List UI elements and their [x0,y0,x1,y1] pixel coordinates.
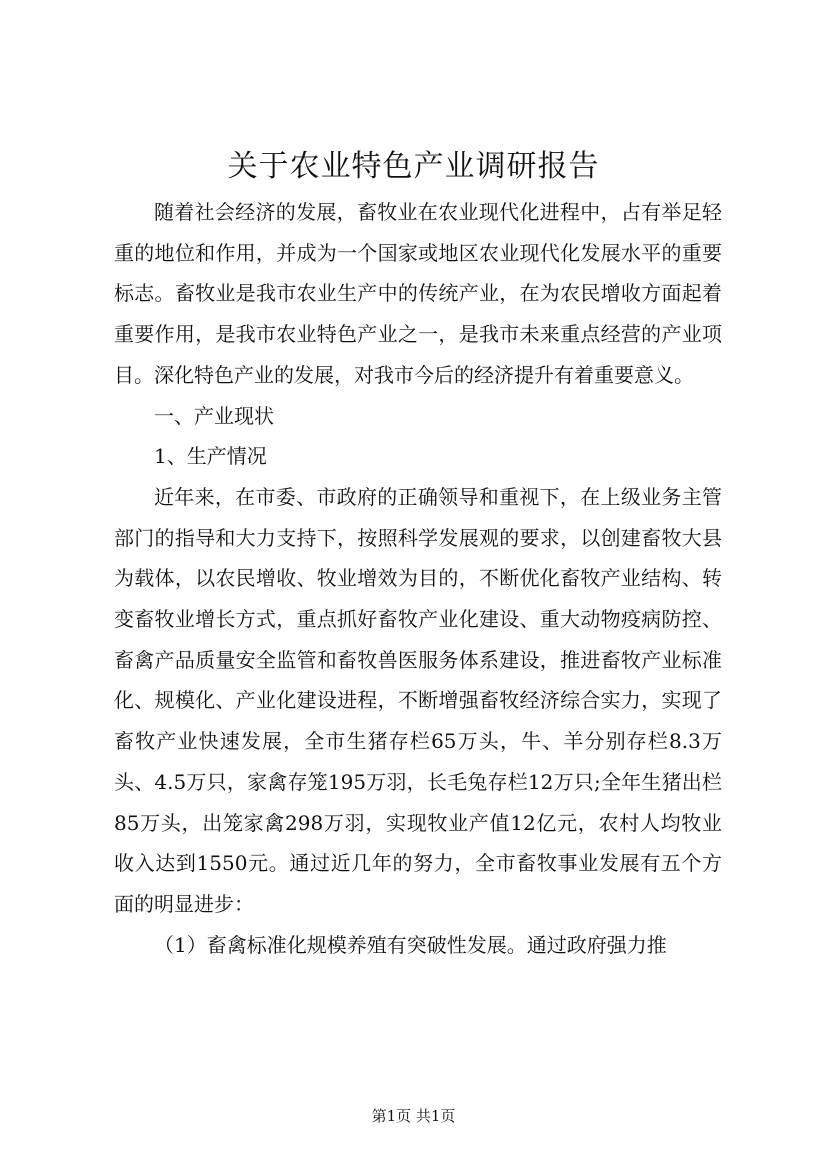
document-body [114,192,722,965]
intro-paragraph: 随着社会经济的发展，畜牧业在农业现代化进程中，占有举足轻重的地位和作用，并成为一个国家或地区农业现代化发展水平的重要标志。畜牧业是我市农业生产中的传统产业，在为农民增收方面起着重要作用，是我市农业特色产业之一，是我市未来重点经营的产业项目。深化特色产业的发展，对我市今后的经济提升有着重要意义。 [114,200,722,387]
page-footer: 第1页 共1页 [371,1107,456,1125]
point-1-paragraph: （1）畜禽标准化规模养殖有突破性发展。通过政府强力推 [154,932,667,957]
document-title: 关于农业特色产业调研报告 [227,149,600,184]
production-paragraph: 近年来，在市委、市政府的正确领导和重视下，在上级业务主管部门的指导和大力支持下，按照科学发展观的要求，以创建畜牧大县为载体，以农民增收、牧业增效为目的，不断优化畜牧产业结构、转变畜牧业增长方式，重点抓好畜牧产业化建设、重大动物疫病防控、畜禽产品质量安全监管和畜牧兽医服务体系建设，推进畜牧产业标准化、规模化、产业化建设进程，不断增强畜牧经济综合实力，实现了畜牧产业快速发展，全市生猪存栏65万头，牛、羊分别存栏8.3万头、4.5万只，家禽存笼195万羽，长毛兔存栏12万只;全年生猪出栏85万头，出笼家禽298万羽，实现牧业产值12亿元，农村人均牧业收入达到1550元。通过近几年的努力，全市畜牧事业发展有五个方面的明显进步： [114,484,722,916]
subsection-heading-production: 1、生产情况 [154,444,267,469]
section-heading-industry-status: 一、产业现状 [154,403,274,428]
